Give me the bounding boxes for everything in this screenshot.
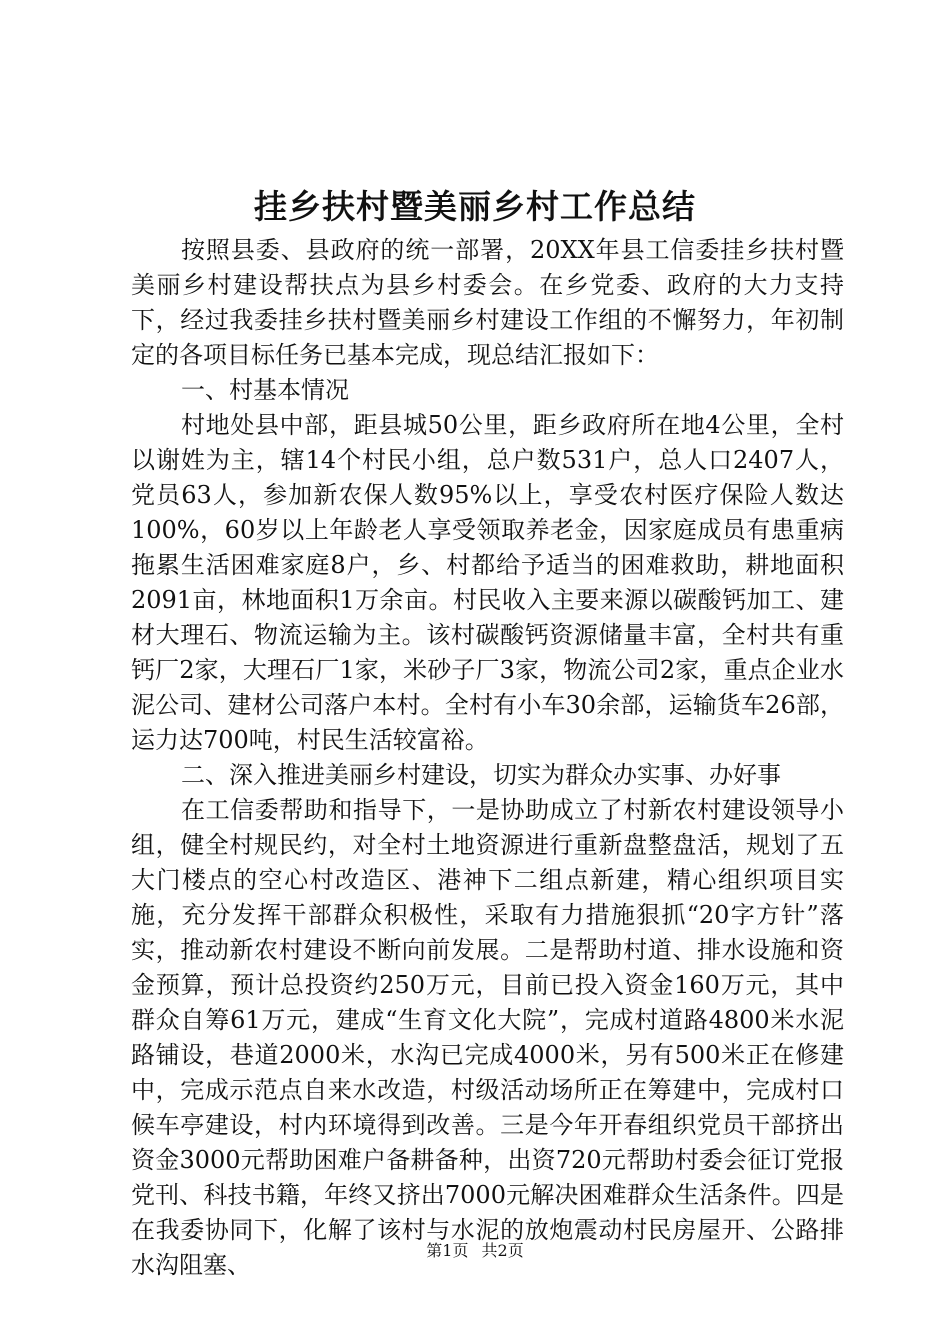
page-number: 第1页 (426, 1241, 469, 1260)
document-title: 挂乡扶村暨美丽乡村工作总结 (254, 187, 696, 226)
paragraph-intro: 按照县委、县政府的统一部署，20XX年县工信委挂乡扶村暨美丽乡村建设帮扶点为县乡村委会。在乡党委、政府的大力支持下，经过我委挂乡扶村暨美丽乡村建设工作组的不懈努力，年初制定的各项目标任务已基本完成，现总结汇报如下： (131, 236, 844, 369)
page-footer (0, 1239, 950, 1263)
paragraph-construction: 在工信委帮助和指导下，一是协助成立了村新农村建设领导小组，健全村规民约，对全村土地资源进行重新盘整盘活，规划了五大门楼点的空心村改造区、港神下二组点新建，精心组织项目实施，充分发挥干部群众积极性，采取有力措施狠抓“20字方针”落实，推动新农村建设不断向前发展。二是帮助村道、排水设施和资金预算，预计总投资约250万元，目前已投入资金160万元，其中群众自筹61万元，建成“生育文化大院”，完成村道路4800米水泥路铺设，巷道2000米，水沟已完成4000米，另有500米正在修建中，完成示范点自来水改造，村级活动场所正在筹建中，完成村口候车亭建设，村内环境得到改善。三是今年开春组织党员干部挤出资金3000元帮助困难户备耕备种，出资720元帮助村委会征订党报党刊、科技书籍，年终又挤出7000元解决困难群众生活条件。四是在我委协同下，化解了该村与水泥的放炮震动村民房屋开、公路排水沟阻塞、 (131, 796, 844, 1279)
paragraph-village-info: 村地处县中部，距县城50公里，距乡政府所在地4公里，全村以谢姓为主，辖14个村民小组，总户数531户，总人口2407人，党员63人，参加新农保人数95%以上，享受农村医疗保险人数达100%，60岁以上年龄老人享受领取养老金，因家庭成员有患重病拖累生活困难家庭8户，乡、村都给予适当的困难救助，耕地面积2091亩，林地面积1万余亩。村民收入主要来源以碳酸钙加工、建材大理石、物流运输为主。该村碳酸钙资源储量丰富，全村共有重钙厂2家，大理石厂1家，米砂子厂3家，物流公司2家，重点企业水泥公司、建材公司落户本村。全村有小车30余部，运输货车26部，运力达700吨，村民生活较富裕。 (131, 411, 844, 754)
section-heading-1: 一、村基本情况 (181, 376, 349, 404)
page-total: 共2页 (481, 1241, 524, 1260)
document-body (131, 233, 844, 1283)
section-heading-2: 二、深入推进美丽乡村建设，切实为群众办实事、办好事 (181, 761, 781, 789)
